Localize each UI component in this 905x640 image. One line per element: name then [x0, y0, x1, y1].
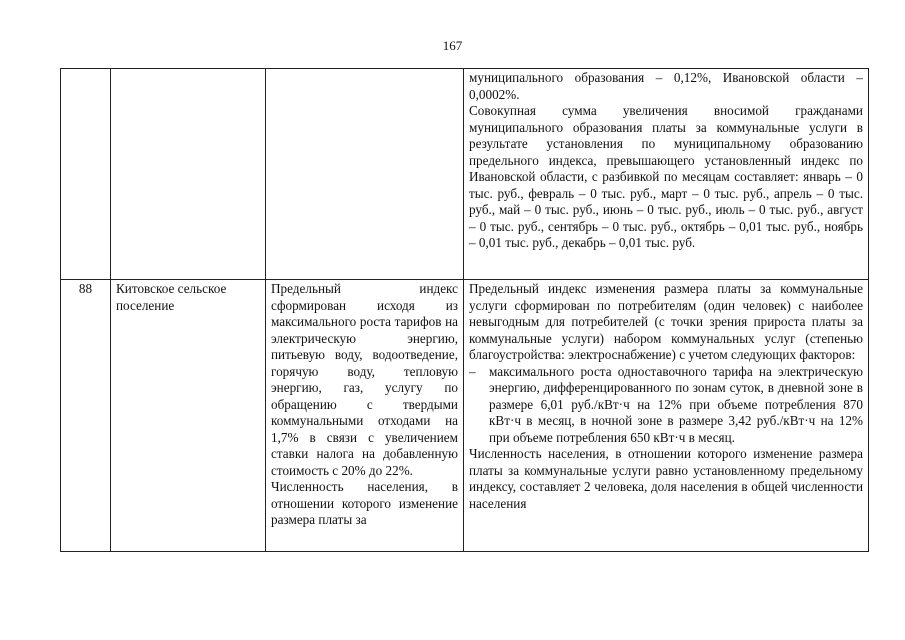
index-basis-paragraph: Численность населения, в отношении которого изменение размера платы за: [271, 479, 458, 527]
details-intro: Предельный индекс изменения размера платы за коммунальные услуги сформирован по потребителям (один человек) с наиболее невыгодным для потребителей (с точки зрения прироста платы за коммунальные услуги) набором коммунальных услуг (степенью благоустройства: электроснабжение) с учетом следующих факторов:: [469, 281, 863, 362]
tariff-index-table: [60, 68, 869, 552]
dash-bullet: –: [469, 363, 476, 379]
details-paragraph: муниципального образования – 0,12%, Ивановской области – 0,0002%.: [469, 70, 863, 102]
factor-text: максимального роста одноставочного тарифа на электрическую энергию, дифференцированного по зонам суток, в дневной зоне в размере 6,01 руб./кВт·ч на 12% при объеме потребления 870 кВт·ч в месяц, в ночной зоне в размере 3,42 руб./кВт·ч на 12% при объеме потребления 650 кВт·ч в месяц.: [489, 363, 863, 445]
table-row: [61, 69, 869, 280]
table-row: [61, 280, 869, 552]
index-details-cell: [464, 280, 869, 552]
population-paragraph: Численность населения, в отношении которого изменение размера платы за коммунальные услуги равно установленному предельному индексу, составляет 2 человека, доля населения в общей численности населения: [469, 446, 863, 511]
page-number: 167: [442, 38, 463, 53]
index-basis-paragraph: Предельный индекс сформирован исходя из максимального роста тарифов на электрическую энергию, питьевую воду, водоотведение, горячую воду, тепловую энергию, газ, услугу по обращению с твердыми коммунальными отходами на 1,7% в связи с увеличением ставки налога на добавленную стоимость с 20% до 22%.: [271, 281, 458, 478]
index-details-cell: [464, 69, 869, 280]
municipality-name-cell: [111, 69, 266, 280]
row-number-cell: [61, 69, 111, 280]
factors-list: [469, 364, 863, 447]
row-number-cell: 88: [61, 280, 111, 552]
index-basis-cell: [266, 280, 464, 552]
list-item: [469, 364, 863, 447]
index-basis-cell: [266, 69, 464, 280]
municipality-name-cell: Китовское сельское поселение: [111, 280, 266, 552]
details-paragraph: Совокупная сумма увеличения вносимой гражданами муниципального образования платы за коммунальные услуги в результате установления по муниципальному образованию предельного индекса, превышающего установленный индекс по Ивановской области, с разбивкой по месяцам составляет: январь – 0 тыс. руб., февраль – 0 тыс. руб., март – 0 тыс. руб., апрель – 0 тыс. руб., май – 0 тыс. руб., июнь – 0 тыс. руб., июль – 0 тыс. руб., август – 0 тыс. руб., сентябрь – 0 тыс. руб., октябрь – 0,01 тыс. руб., ноябрь – 0,01 тыс. руб., декабрь – 0,01 тыс. руб.: [469, 103, 863, 250]
